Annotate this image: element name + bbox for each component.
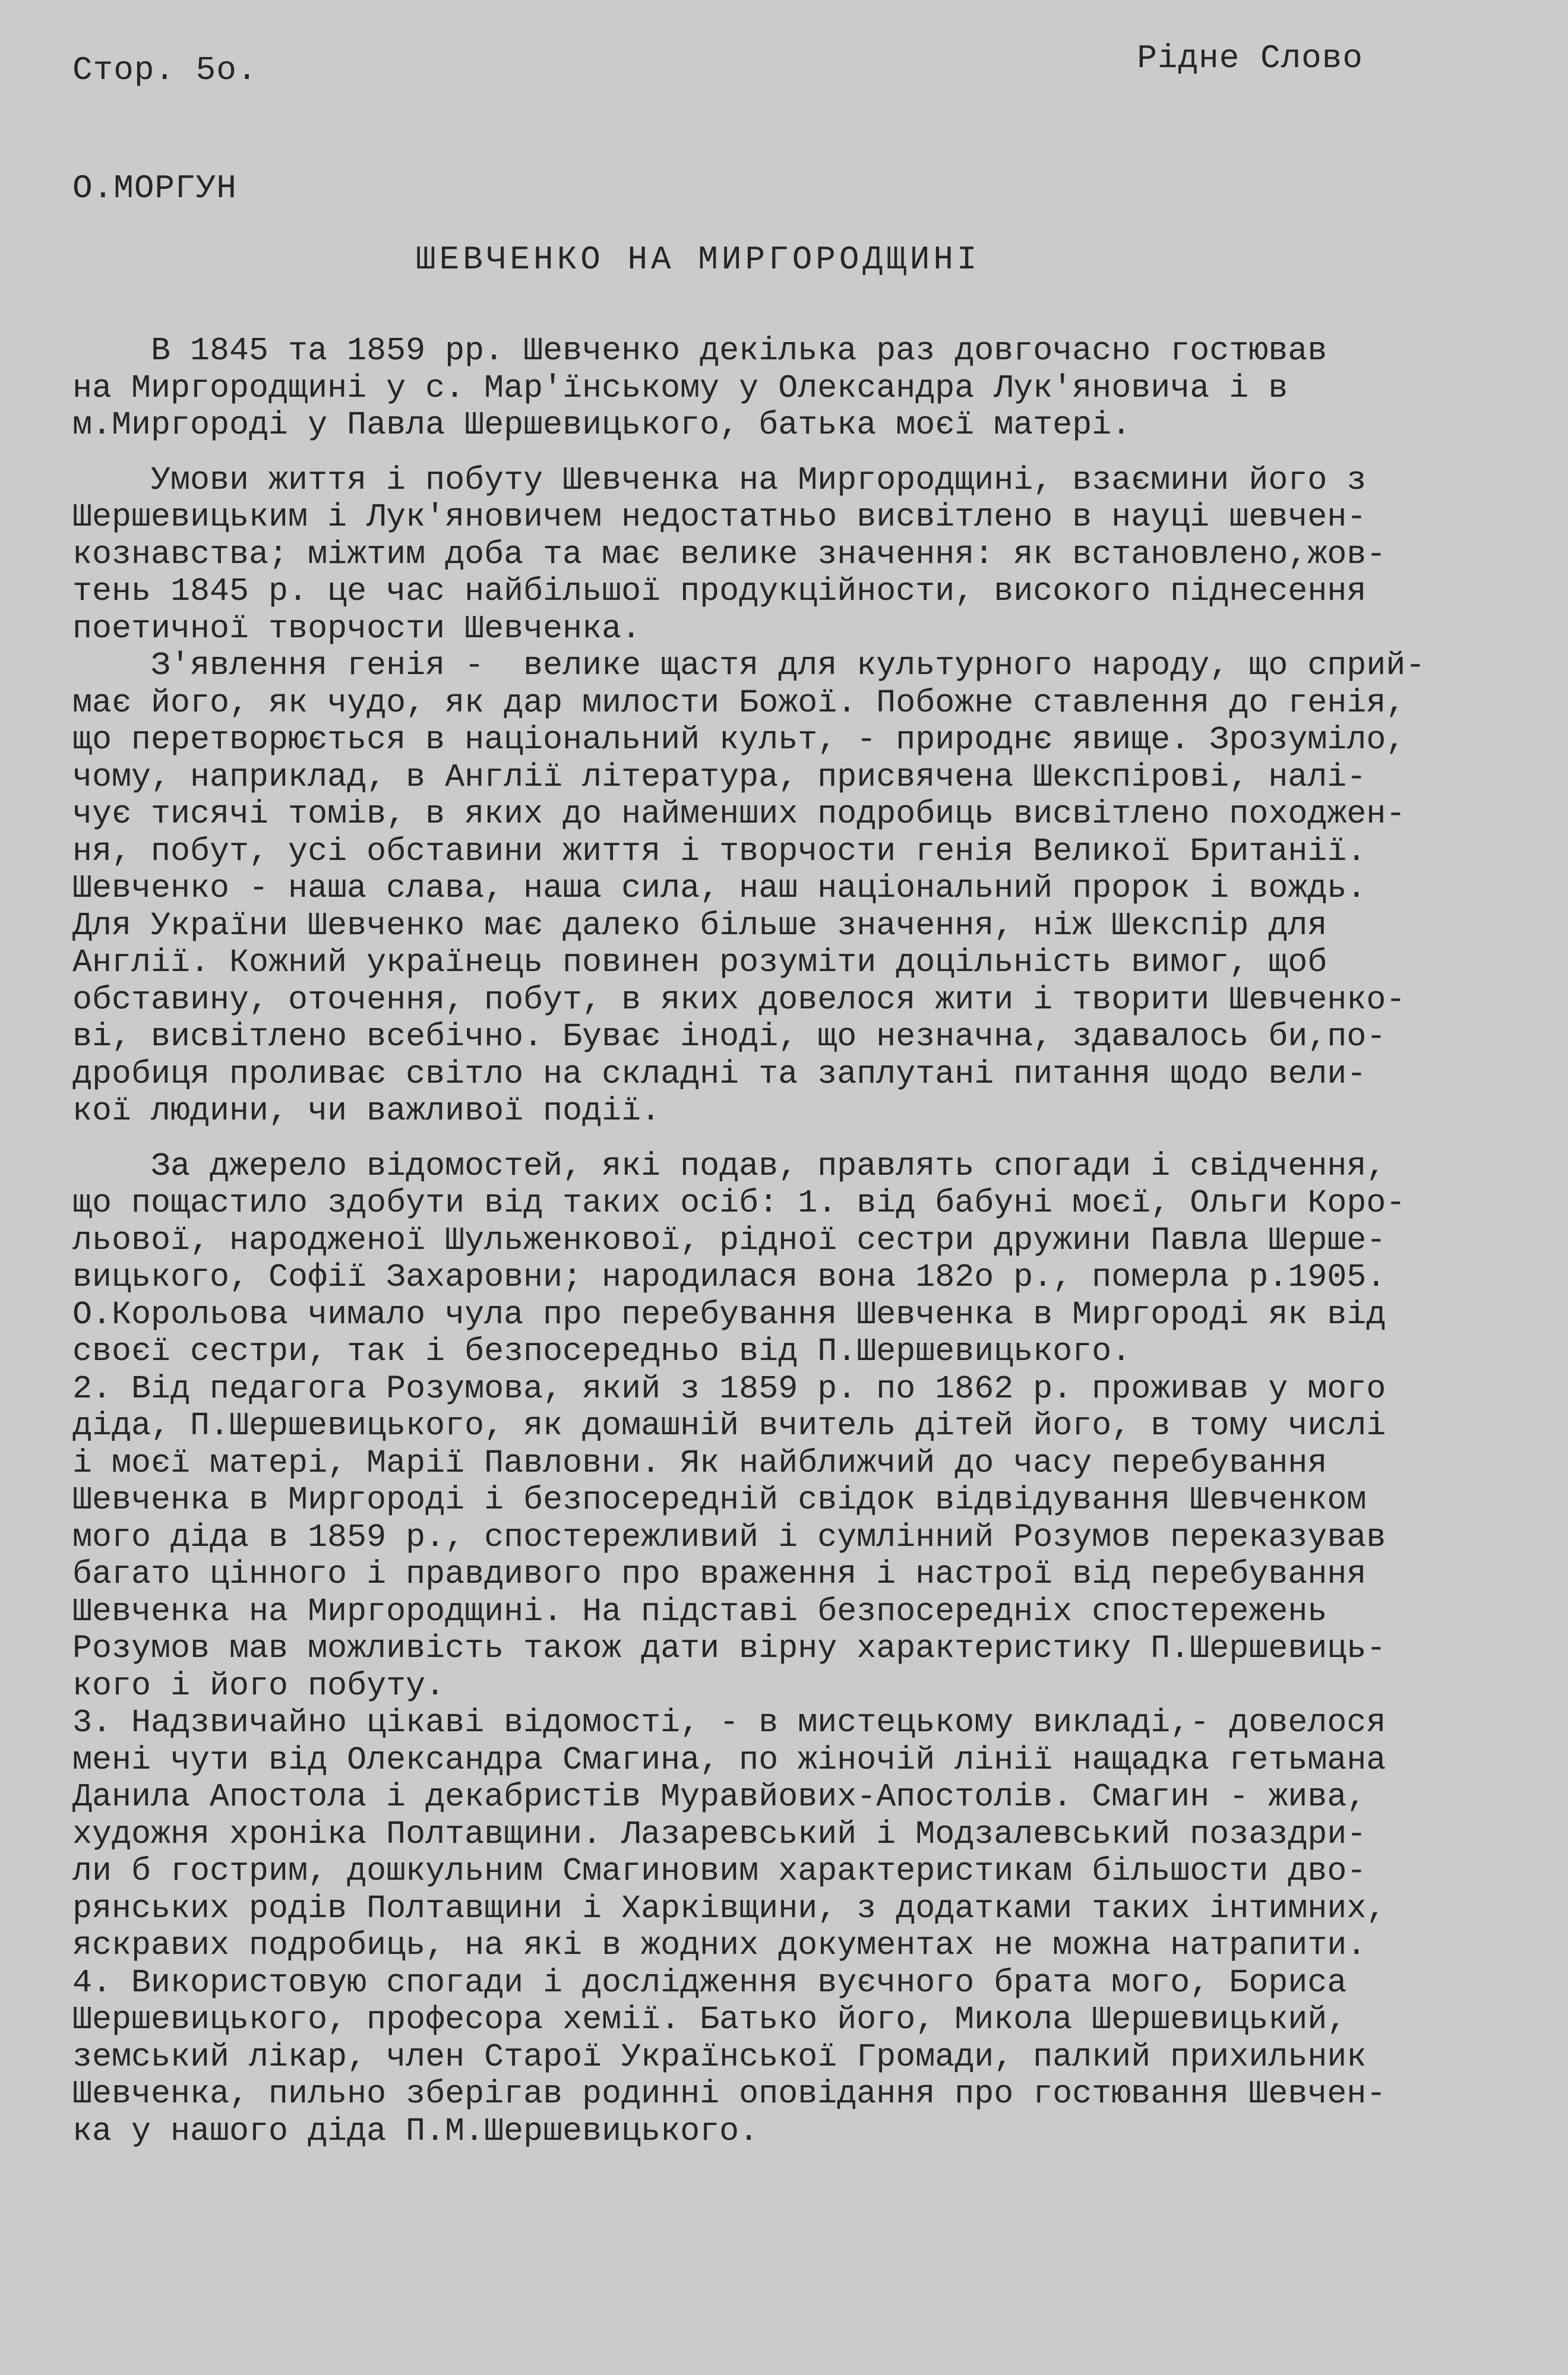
author-name: О.МОРГУН xyxy=(72,169,237,207)
publication-name: Рідне Слово xyxy=(1137,39,1363,77)
paragraph-intro: В 1845 та 1859 рр. Шевченко декілька раз довгочасно гостював на Миргородщині у с. Мар'їнському у Олександра Лук'яновича і в м.Миргороді у Павла Шершевицького, батька моєї матері. xyxy=(72,332,1327,444)
paragraph-conditions: Умови життя і побуту Шевченка на Миргородщині, взаємини його з Шершевицьким і Лук'яновичем недостатньо висвітлено в науці шевчен- кознавства; мiжтим доба та має велике значення: як встановлено,жов- тень 1845 р. це час найбільшої продукційности, високого піднесення поетичної творчости Шевченка. xyxy=(72,461,1386,647)
page-number: Стор. 5о. xyxy=(72,51,258,89)
paragraph-sources: За джерело відомостей, які подав, правлять спогади і свідчення, що пощастило здобути від таких осіб: 1. від бабуні моєї, Ольги Коро- льової, народженої Шульженкової, рідної сестри дружини Павла Шерше- вицького, Софії Захаровни; народилася вона 182о р., померла р.1905. О.Корольова чимало чула про перебування Шевченка в Миргороді як від своєї сестри, так і безпосередньо від П.Шершевицького. 2. Від педагога Розумова, який з 1859 р. по 1862 р. проживав у мого діда, П.Шершевицького, як домашній вчитель дітей його, в тому числі і моєї матері, Марії Павловни. Як найближчий до часу перебування Шевченка в Миргороді і безпосередній свідок відвідування Шевченком мого діда в 1859 р., спостережливий і сумлінний Розумов переказував багато цінного і правдивого про враження і настрої від перебування Шевченка на Миргородщині. На підставі безпосередніх спостережень Розумов мав можливість також дати вірну характеристику П.Шершевиць- кого і його побуту. 3. Надзвичайно цікаві відомості, - в мистецькому викладі,- довелося мені чути від Олександра Смагина, по жіночій лінії нащадка гетьмана Данила Апостола і декабристів Муравйових-Апостолів. Смагин - жива, художня хроніка Полтавщини. Лазаревський і Модзалевський позаздри- ли б гострим, дошкульним Смагиновим характеристикам більшости дво- рянських родів Полтавщини і Харківщини, з додатками таких інтимних, яскравих подробиць, на які в жодних документах не можна натрапити. 4. Використовую спогади і дослідження вуєчного брата мого, Бориса Шершевицького, професора хемії. Батько його, Микола Шершевицький, земський лікар, член Старої Української Громади, палкий прихильник Шевченка, пильно зберігав родинні оповідання про гостювання Шевчен- ка у нашого діда П.М.Шершевицького. xyxy=(72,1147,1406,2150)
paragraph-genius: З'явлення генія - велике щастя для культурного народу, що сприй- має його, як чудо, як дар милости Божої. Побожне ставлення до генія, що перетворюється в національний культ, - природнє явище. Зрозуміло, чому, наприклад, в Англії література, присвячена Шекспірові, налі- чує тисячі томів, в яких до найменших подробиць висвітлено походжен- ня, побут, усі обставини життя і творчости генія Великої Британії. Шевченко - наша слава, наша сила, наш національний пророк і вождь. Для України Шевченко має далеко більше значення, ніж Шекспір для Англії. Кожний українець повинен розуміти доцільність вимог, щоб обставину, оточення, побут, в яких довелося жити і творити Шевченко- ві, висвітлено всебічно. Буває іноді, що незначна, здавалось би,по- дробиця проливає світло на складні та заплутані питання щодо вели- кої людини, чи важливої події. xyxy=(72,647,1425,1130)
article-title: ШЕВЧЕНКО НА МИРГОРОДЩИНІ xyxy=(416,241,981,279)
article-body xyxy=(72,333,1522,2150)
